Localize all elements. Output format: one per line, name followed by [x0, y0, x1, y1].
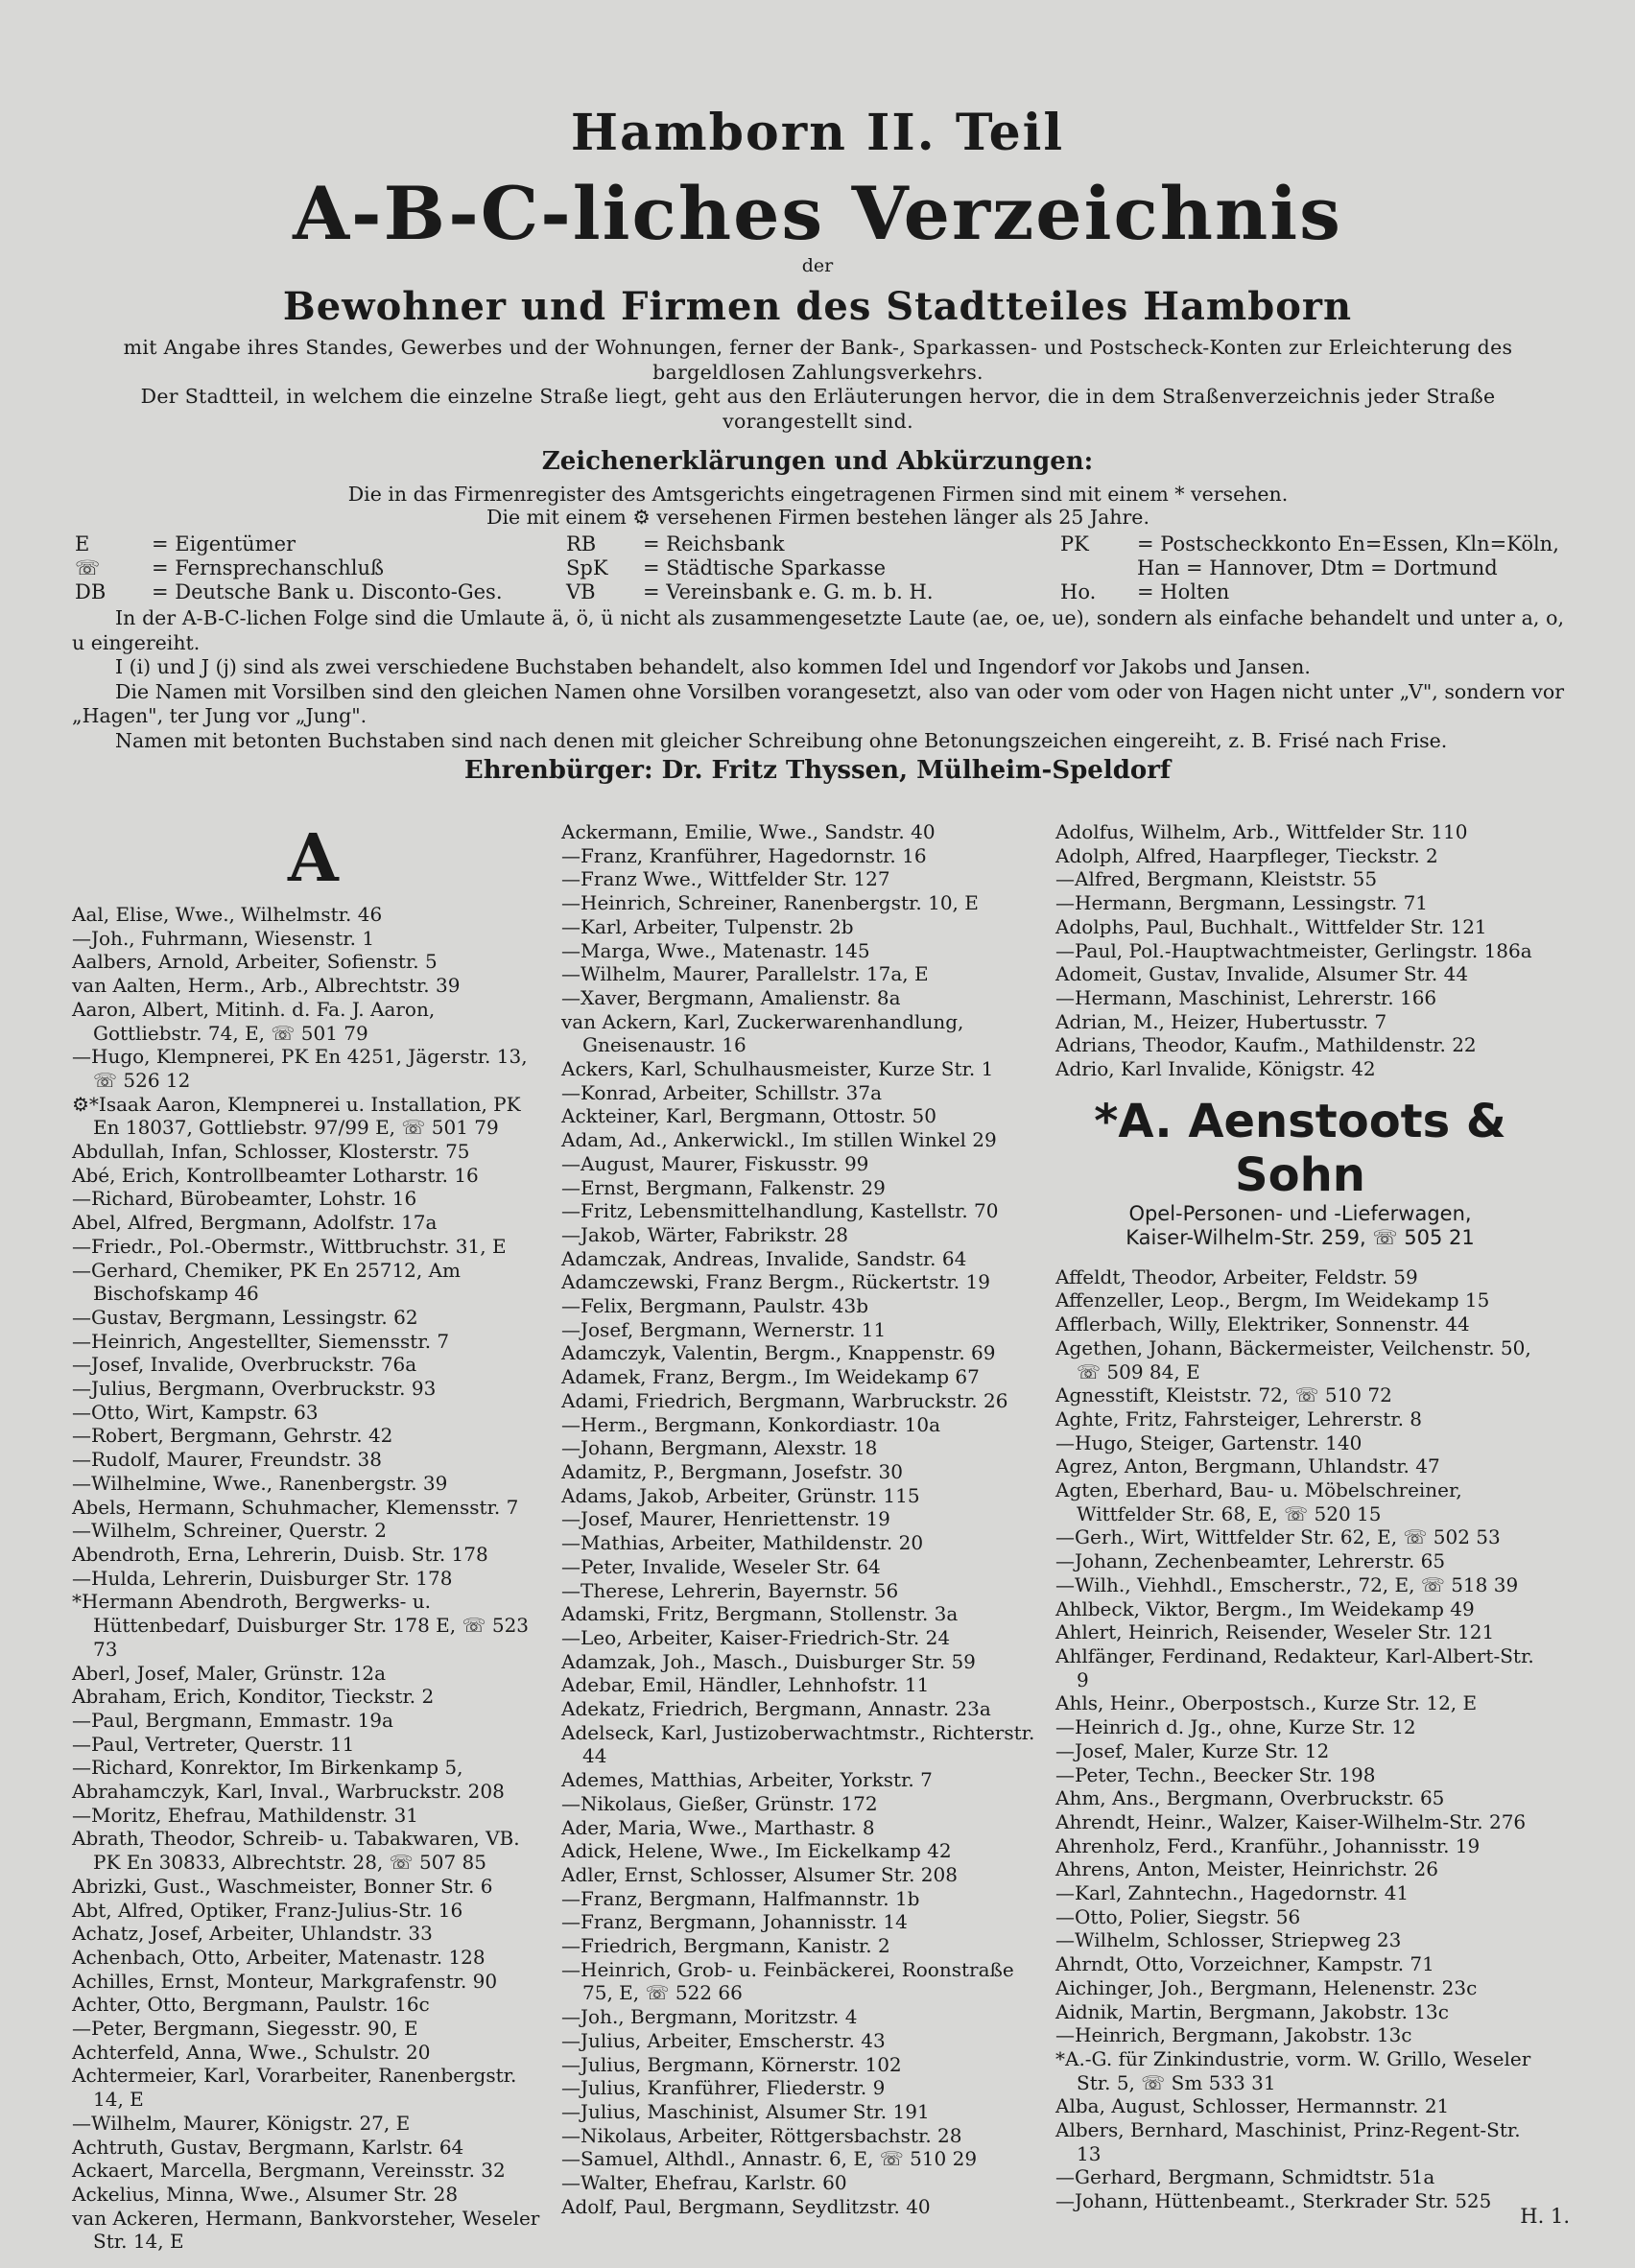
- directory-entry: —Wilhelm, Maurer, Königstr. 27, E: [72, 2111, 411, 2135]
- directory-entry: —Richard, Konrektor, Im Birkenkamp 5,: [72, 1756, 463, 1780]
- page-number: H. 1.: [1520, 2205, 1570, 2228]
- directory-entry: Adamczak, Andreas, Invalide, Sandstr. 64: [561, 1246, 967, 1270]
- directory-entry: —Wilhelmine, Wwe., Ranenbergstr. 39: [72, 1471, 448, 1495]
- directory-entry: —Rudolf, Maurer, Freundstr. 38: [72, 1448, 383, 1472]
- directory-entry: Ackaert, Marcella, Bergmann, Vereinsstr. 32: [72, 2159, 506, 2183]
- directory-entry: —Friedrich, Bergmann, Kanistr. 2: [561, 1934, 890, 1958]
- directory-entry: Adamek, Franz, Bergm., Im Weidekamp 67: [561, 1365, 980, 1389]
- directory-entry: —Josef, Invalide, Overbruckstr. 76a: [72, 1353, 417, 1377]
- directory-entry: Achter, Otto, Bergmann, Paulstr. 16c: [72, 1993, 430, 2017]
- rule-paragraph: In der A-B-C-lichen Folge sind die Umlaute ä, ö, ü nicht als zusammengesetzte Laute (ae, oe, ue), sondern als einfache behandelt und unter a, o, u eingereiht.: [72, 606, 1564, 654]
- directory-entry: Ader, Maria, Wwe., Marthastr. 8: [561, 1815, 875, 1839]
- legend-item: SpK = Städtische Sparkasse: [566, 556, 886, 579]
- directory-entry: —Peter, Bergmann, Siegesstr. 90, E: [72, 2017, 418, 2041]
- directory-entry: Agten, Eberhard, Bau- u. Möbelschreiner, Wittfelder Str. 68, E, ☏ 520 15: [1055, 1478, 1462, 1525]
- directory-entry: —Samuel, Althdl., Annastr. 6, E, ☏ 510 29: [561, 2147, 978, 2171]
- entries-column-3: [1055, 820, 1545, 2213]
- directory-entry: —Leo, Arbeiter, Kaiser-Friedrich-Str. 24: [561, 1625, 951, 1649]
- section-letter: A: [288, 820, 339, 897]
- sorting-rules: [72, 606, 1564, 754]
- legend-item: PK = Postscheckkonto En=Essen, Kln=Köln,: [1060, 532, 1559, 555]
- directory-entry: Adrian, M., Heizer, Hubertusstr. 7: [1055, 1009, 1387, 1033]
- directory-entry: Ahls, Heinr., Oberpostsch., Kurze Str. 12, E: [1055, 1691, 1478, 1715]
- directory-entry: ⚙*Isaak Aaron, Klempnerei u. Installation, PK En 18037, Gottliebstr. 97/99 E, ☏ 501 79: [72, 1092, 521, 1140]
- directory-entry: Adamczewski, Franz Bergm., Rückertstr. 19: [561, 1270, 990, 1294]
- rule-paragraph: Namen mit betonten Buchstaben sind nach denen mit gleicher Schreibung ohne Betonungszeichen eingereiht, z. B. Frisé nach Frise.: [115, 728, 1448, 752]
- directory-entry: Adelseck, Karl, Justizoberwachtmstr., Richterstr. 44: [561, 1720, 1035, 1768]
- advertisement: [1055, 1095, 1545, 1250]
- directory-entry: —Johann, Bergmann, Alexstr. 18: [561, 1436, 878, 1460]
- directory-entry: —Peter, Invalide, Weseler Str. 64: [561, 1554, 881, 1578]
- directory-entry: Adolphs, Paul, Buchhalt., Wittfelder Str. 121: [1055, 914, 1487, 938]
- directory-entry: —Otto, Polier, Siegstr. 56: [1055, 1904, 1301, 1928]
- directory-entry: —Moritz, Ehefrau, Mathildenstr. 31: [72, 1803, 419, 1827]
- directory-entry: Aichinger, Joh., Bergmann, Helenenstr. 23c: [1055, 1975, 1478, 1999]
- directory-entry: —Wilhelm, Schreiner, Querstr. 2: [72, 1519, 387, 1543]
- directory-entry: Affenzeller, Leop., Bergm, Im Weidekamp 15: [1055, 1288, 1490, 1312]
- directory-entry: —Herm., Bergmann, Konkordiastr. 10a: [561, 1412, 941, 1436]
- directory-entry: Adekatz, Friedrich, Bergmann, Annastr. 23a: [561, 1697, 991, 1721]
- intro-text: [72, 336, 1564, 434]
- directory-entry: Abels, Hermann, Schuhmacher, Klemensstr. 7: [72, 1495, 519, 1519]
- directory-entry: Aberl, Josef, Maler, Grünstr. 12a: [72, 1661, 387, 1685]
- directory-entry: van Aalten, Herm., Arb., Albrechtstr. 39: [72, 974, 461, 998]
- directory-entry: Aalbers, Arnold, Arbeiter, Sofienstr. 5: [72, 950, 438, 974]
- directory-entry: Achenbach, Otto, Arbeiter, Matenastr. 128: [72, 1945, 486, 1969]
- directory-entry: Agnesstift, Kleiststr. 72, ☏ 510 72: [1055, 1383, 1392, 1407]
- directory-entry: —Hugo, Steiger, Gartenstr. 140: [1055, 1430, 1362, 1454]
- directory-entry: Alba, August, Schlosser, Hermannstr. 21: [1055, 2094, 1450, 2118]
- directory-entry: Ademes, Matthias, Arbeiter, Yorkstr. 7: [561, 1768, 933, 1792]
- directory-entry: —Johann, Hüttenbeamt., Sterkrader Str. 525: [1055, 2189, 1492, 2213]
- directory-entry: Adler, Ernst, Schlosser, Alsumer Str. 208: [561, 1862, 958, 1886]
- directory-entry: *Hermann Abendroth, Bergwerks- u. Hüttenbedarf, Duisburger Str. 178 E, ☏ 523 73: [72, 1590, 530, 1661]
- directory-entry: —Jakob, Wärter, Fabrikstr. 28: [561, 1222, 849, 1246]
- directory-entry: —Marga, Wwe., Matenastr. 145: [561, 938, 870, 962]
- legend-item: VB = Vereinsbank e. G. m. b. H.: [566, 580, 934, 603]
- directory-entry: —Wilh., Viehhdl., Emscherstr., 72, E, ☏ 518 39: [1055, 1572, 1519, 1596]
- directory-entry: —Hermann, Maschinist, Lehrerstr. 166: [1055, 985, 1437, 1009]
- directory-entry: Abdullah, Infan, Schlosser, Klosterstr. 75: [72, 1140, 470, 1164]
- entry-list: [1055, 820, 1545, 1081]
- directory-entry: —Heinrich, Grob- u. Feinbäckerei, Roonstraße 75, E, ☏ 522 66: [561, 1957, 1014, 2005]
- entry-list: [1055, 1265, 1545, 2213]
- directory-entry: —Walter, Ehefrau, Karlstr. 60: [561, 2171, 847, 2195]
- directory-entry: Adolph, Alfred, Haarpfleger, Tieckstr. 2: [1055, 843, 1438, 867]
- directory-entry: Ackteiner, Karl, Bergmann, Ottostr. 50: [561, 1104, 936, 1128]
- directory-entry: van Ackern, Karl, Zuckerwarenhandlung, Gneisenaustr. 16: [561, 1009, 964, 1057]
- directory-entry: Adebar, Emil, Händler, Lehnhofstr. 11: [561, 1673, 930, 1697]
- legend-item: ☏ = Fernsprechanschluß: [75, 556, 385, 579]
- directory-entry: —Therese, Lehrerin, Bayernstr. 56: [561, 1578, 899, 1602]
- directory-entry: —Otto, Wirt, Kampstr. 63: [72, 1400, 319, 1424]
- honorary-citizen: Ehrenbürger: Dr. Fritz Thyssen, Mülheim-Speldorf: [463, 756, 1172, 785]
- directory-entry: Abel, Alfred, Bergmann, Adolfstr. 17a: [72, 1211, 438, 1235]
- legend-item: Ho. = Holten: [1060, 580, 1230, 603]
- directory-entry: —Paul, Pol.-Hauptwachtmeister, Gerlingstr. 186a: [1055, 938, 1532, 962]
- directory-entry: —Nikolaus, Gießer, Grünstr. 172: [561, 1791, 878, 1815]
- directory-entry: —Paul, Vertreter, Querstr. 11: [72, 1732, 355, 1756]
- directory-entry: Ackelius, Minna, Wwe., Alsumer Str. 28: [72, 2182, 459, 2206]
- directory-entry: Aghte, Fritz, Fahrsteiger, Lehrerstr. 8: [1055, 1406, 1423, 1430]
- directory-entry: —Franz, Bergmann, Johannisstr. 14: [561, 1910, 908, 1934]
- directory-entry: Achterfeld, Anna, Wwe., Schulstr. 20: [72, 2040, 431, 2064]
- directory-entry: Ackermann, Emilie, Wwe., Sandstr. 40: [561, 820, 936, 843]
- legend-item: RB = Reichsbank: [566, 532, 785, 555]
- directory-entry: Afflerbach, Willy, Elektriker, Sonnenstr. 44: [1055, 1312, 1470, 1336]
- directory-entry: Achatz, Josef, Arbeiter, Uhlandstr. 33: [72, 1922, 433, 1946]
- entry-list: [561, 820, 1041, 2218]
- directory-entry: Ahrendt, Heinr., Walzer, Kaiser-Wilhelm-Str. 276: [1055, 1809, 1527, 1833]
- directory-entry: Achilles, Ernst, Monteur, Markgrafenstr. 90: [72, 1969, 498, 1993]
- directory-entry: —Nikolaus, Arbeiter, Röttgersbachstr. 28: [561, 2123, 962, 2147]
- directory-entry: Abt, Alfred, Optiker, Franz-Julius-Str. 16: [72, 1898, 463, 1922]
- directory-entry: Abrizki, Gust., Waschmeister, Bonner Str. 6: [72, 1874, 493, 1898]
- directory-entry: —Joh., Bergmann, Moritzstr. 4: [561, 2005, 858, 2029]
- directory-entry: Abendroth, Erna, Lehrerin, Duisb. Str. 178: [72, 1542, 488, 1566]
- phone-icon: ☏: [75, 556, 101, 579]
- directory-entry: —Heinrich, Bergmann, Jakobstr. 13c: [1055, 2023, 1412, 2047]
- directory-entry: Adomeit, Gustav, Invalide, Alsumer Str. 44: [1055, 962, 1469, 986]
- directory-entry: Achtermeier, Karl, Vorarbeiter, Ranenbergstr. 14, E: [72, 2064, 517, 2112]
- directory-entry: —Fritz, Lebensmittelhandlung, Kastellstr. 70: [561, 1199, 999, 1223]
- directory-entry: Abraham, Erich, Konditor, Tieckstr. 2: [72, 1685, 435, 1709]
- entry-list: [72, 903, 547, 2254]
- directory-entry: Ahm, Ans., Bergmann, Overbruckstr. 65: [1055, 1786, 1445, 1810]
- directory-entry: —Joh., Fuhrmann, Wiesenstr. 1: [72, 926, 375, 950]
- directory-entry: —Felix, Bergmann, Paulstr. 43b: [561, 1294, 869, 1318]
- directory-entry: Adick, Helene, Wwe., Im Eickelkamp 42: [561, 1839, 952, 1863]
- intro-line: mit Angabe ihres Standes, Gewerbes und der Wohnungen, ferner der Bank-, Sparkassen- und Postscheck-Konten zur Erleichterung des bargeldlosen Zahlungsverkehrs.: [123, 336, 1513, 384]
- directory-entry: Adami, Friedrich, Bergmann, Warbruckstr. 26: [561, 1388, 1008, 1412]
- directory-entry: Adolfus, Wilhelm, Arb., Wittfelder Str. 110: [1055, 820, 1468, 843]
- directory-entry: —August, Maurer, Fiskusstr. 99: [561, 1151, 869, 1175]
- directory-entry: —Josef, Maler, Kurze Str. 12: [1055, 1738, 1330, 1762]
- part-title: Hamborn II. Teil: [570, 104, 1065, 162]
- directory-entry: Ahlbeck, Viktor, Bergm., Im Weidekamp 49: [1055, 1596, 1475, 1620]
- directory-entry: —Gerhard, Bergmann, Schmidtstr. 51a: [1055, 2165, 1435, 2189]
- directory-entry: Agrez, Anton, Bergmann, Uhlandstr. 47: [1055, 1454, 1440, 1478]
- directory-entry: Adamski, Fritz, Bergmann, Stollenstr. 3a: [561, 1602, 959, 1626]
- directory-entry: —Xaver, Bergmann, Amalienstr. 8a: [561, 985, 901, 1009]
- directory-entry: —Julius, Arbeiter, Emscherstr. 43: [561, 2028, 886, 2052]
- legend-item: Han = Hannover, Dtm = Dortmund: [1137, 556, 1498, 579]
- directory-entry: —Julius, Bergmann, Overbruckstr. 93: [72, 1377, 437, 1401]
- directory-entry: Abé, Erich, Kontrollbeamter Lotharstr. 16: [72, 1163, 479, 1187]
- directory-entry: —Wilhelm, Schlosser, Striepweg 23: [1055, 1928, 1402, 1952]
- directory-entry: —Wilhelm, Maurer, Parallelstr. 17a, E: [561, 962, 929, 986]
- intro-line: Der Stadtteil, in welchem die einzelne Straße liegt, geht aus den Erläuterungen hervor, die in dem Straßenverzeichnis jeder Straße vorangestellt sind.: [140, 385, 1496, 433]
- directory-entry: —Friedr., Pol.-Obermstr., Wittbruchstr. 31, E: [72, 1234, 507, 1258]
- directory-entry: Agethen, Johann, Bäckermeister, Veilchenstr. 50, ☏ 509 84, E: [1055, 1335, 1531, 1383]
- directory-entry: —Karl, Zahntechn., Hagedornstr. 41: [1055, 1881, 1410, 1905]
- directory-entry: Ahlfänger, Ferdinand, Redakteur, Karl-Albert-Str. 9: [1055, 1643, 1534, 1691]
- directory-entry: Adamzak, Joh., Masch., Duisburger Str. 59: [561, 1649, 976, 1673]
- directory-entry: Ahlert, Heinrich, Reisender, Weseler Str. 121: [1055, 1620, 1495, 1644]
- directory-entry: —Franz Wwe., Wittfelder Str. 127: [561, 867, 890, 891]
- directory-entry: Ackers, Karl, Schulhausmeister, Kurze Str. 1: [561, 1057, 994, 1081]
- directory-entry: Aal, Elise, Wwe., Wilhelmstr. 46: [72, 903, 383, 926]
- directory-entry: Adams, Jakob, Arbeiter, Grünstr. 115: [561, 1483, 920, 1507]
- directory-entry: Adrians, Theodor, Kaufm., Mathildenstr. 22: [1055, 1033, 1477, 1057]
- directory-entry: Ahrndt, Otto, Vorzeichner, Kampstr. 71: [1055, 1952, 1434, 1976]
- directory-entry: *A.-G. für Zinkindustrie, vorm. W. Grillo, Weseler Str. 5, ☏ Sm 533 31: [1055, 2046, 1531, 2094]
- symbols-note: Die mit einem ⚙ versehenen Firmen bestehen länger als 25 Jahre.: [486, 506, 1149, 529]
- symbols-heading: Zeichenerklärungen und Abkürzungen:: [541, 447, 1094, 476]
- rule-paragraph: Die Namen mit Vorsilben sind den gleichen Namen ohne Vorsilben vorangesetzt, also van oder vom oder von Hagen nicht unter „V", sondern vor „Hagen", ter Jung vor „Jung".: [72, 679, 1564, 728]
- ad-line: Opel-Personen- und -Lieferwagen,: [1128, 1201, 1472, 1225]
- directory-title: A-B-C-liches Verzeichnis: [293, 171, 1342, 256]
- legend-item: E = Eigentümer: [75, 532, 296, 555]
- directory-entry: Achtruth, Gustav, Bergmann, Karlstr. 64: [72, 2135, 464, 2159]
- directory-entry: —Alfred, Bergmann, Kleiststr. 55: [1055, 867, 1378, 891]
- directory-entry: —Peter, Techn., Beecker Str. 198: [1055, 1762, 1376, 1786]
- entries-column-1: [72, 820, 547, 2254]
- directory-entry: —Julius, Bergmann, Körnerstr. 102: [561, 2052, 902, 2076]
- directory-entry: —Julius, Maschinist, Alsumer Str. 191: [561, 2099, 930, 2123]
- directory-entry: Albers, Bernhard, Maschinist, Prinz-Regent-Str. 13: [1055, 2118, 1521, 2165]
- directory-entry: Adamitz, P., Bergmann, Josefstr. 30: [561, 1459, 903, 1483]
- directory-entry: —Konrad, Arbeiter, Schillstr. 37a: [561, 1080, 883, 1104]
- title-connector: der: [801, 255, 834, 276]
- directory-entry: —Josef, Bergmann, Wernerstr. 11: [561, 1317, 887, 1341]
- directory-entry: —Gustav, Bergmann, Lessingstr. 62: [72, 1305, 418, 1329]
- directory-entry: Abrath, Theodor, Schreib- u. Tabakwaren, VB. PK En 30833, Albrechtstr. 28, ☏ 507 85: [72, 1827, 520, 1875]
- legend-item: DB = Deutsche Bank u. Disconto-Ges.: [75, 580, 503, 603]
- directory-entry: —Johann, Zechenbeamter, Lehrerstr. 65: [1055, 1549, 1446, 1573]
- symbols-note: Die in das Firmenregister des Amtsgerichts eingetragenen Firmen sind mit einem * versehen.: [347, 483, 1289, 506]
- directory-entry: Adamczyk, Valentin, Bergm., Knappenstr. 69: [561, 1341, 996, 1365]
- directory-entry: Affeldt, Theodor, Arbeiter, Feldstr. 59: [1055, 1264, 1418, 1288]
- directory-entry: Ahrens, Anton, Meister, Heinrichstr. 26: [1055, 1857, 1438, 1881]
- directory-entry: —Hugo, Klempnerei, PK En 4251, Jägerstr. 13, ☏ 526 12: [72, 1045, 528, 1092]
- directory-entry: Abrahamczyk, Karl, Inval., Warbruckstr. 208: [72, 1780, 505, 1804]
- directory-entry: —Richard, Bürobeamter, Lohstr. 16: [72, 1187, 417, 1211]
- directory-entry: —Paul, Bergmann, Emmastr. 19a: [72, 1708, 393, 1732]
- directory-entry: —Gerh., Wirt, Wittfelder Str. 62, E, ☏ 502 53: [1055, 1525, 1501, 1549]
- directory-entry: —Heinrich, Schreiner, Ranenbergstr. 10, E: [561, 891, 979, 915]
- directory-entry: Aaron, Albert, Mitinh. d. Fa. J. Aaron, Gottliebstr. 74, E, ☏ 501 79: [72, 997, 436, 1045]
- ad-company-name: *A. Aenstoots & Sohn: [1094, 1094, 1506, 1202]
- directory-entry: —Hulda, Lehrerin, Duisburger Str. 178: [72, 1566, 453, 1590]
- directory-entry: Adrio, Karl Invalide, Königstr. 42: [1055, 1057, 1376, 1081]
- directory-entry: —Heinrich d. Jg., ohne, Kurze Str. 12: [1055, 1715, 1416, 1739]
- directory-entry: Ahrenholz, Ferd., Kranführ., Johannisstr. 19: [1055, 1833, 1481, 1857]
- directory-entry: —Franz, Bergmann, Halfmannstr. 1b: [561, 1886, 920, 1910]
- directory-entry: —Ernst, Bergmann, Falkenstr. 29: [561, 1175, 886, 1199]
- directory-entry: —Josef, Maurer, Henriettenstr. 19: [561, 1507, 890, 1531]
- directory-entry: —Julius, Kranführer, Fliederstr. 9: [561, 2076, 886, 2100]
- directory-entry: —Mathias, Arbeiter, Mathildenstr. 20: [561, 1531, 924, 1555]
- directory-entry: —Robert, Bergmann, Gehrstr. 42: [72, 1424, 393, 1448]
- directory-entry: —Gerhard, Chemiker, PK En 25712, Am Bischofskamp 46: [72, 1258, 462, 1306]
- ad-line: Kaiser-Wilhelm-Str. 259, ☏ 505 21: [1126, 1225, 1475, 1249]
- rule-paragraph: I (i) und J (j) sind als zwei verschiedene Buchstaben behandelt, also kommen Idel und Ingendorf vor Jakobs und Jansen.: [115, 655, 1311, 679]
- directory-entry: —Hermann, Bergmann, Lessingstr. 71: [1055, 891, 1429, 915]
- directory-entry: Adam, Ad., Ankerwickl., Im stillen Winkel 29: [561, 1128, 997, 1152]
- directory-entry: van Ackeren, Hermann, Bankvorsteher, Weseler Str. 14, E: [72, 2206, 540, 2254]
- entries-column-2: [561, 820, 1041, 2218]
- directory-subtitle: Bewohner und Firmen des Stadtteiles Hamborn: [282, 284, 1353, 329]
- directory-entry: —Heinrich, Angestellter, Siemensstr. 7: [72, 1329, 450, 1353]
- directory-entry: Aidnik, Martin, Bergmann, Jakobstr. 13c: [1055, 1999, 1449, 2023]
- symbols-notes: [72, 483, 1564, 529]
- directory-entry: Adolf, Paul, Bergmann, Seydlitzstr. 40: [561, 2194, 931, 2218]
- directory-entry: —Karl, Arbeiter, Tulpenstr. 2b: [561, 914, 854, 938]
- directory-entry: —Franz, Kranführer, Hagedornstr. 16: [561, 843, 927, 867]
